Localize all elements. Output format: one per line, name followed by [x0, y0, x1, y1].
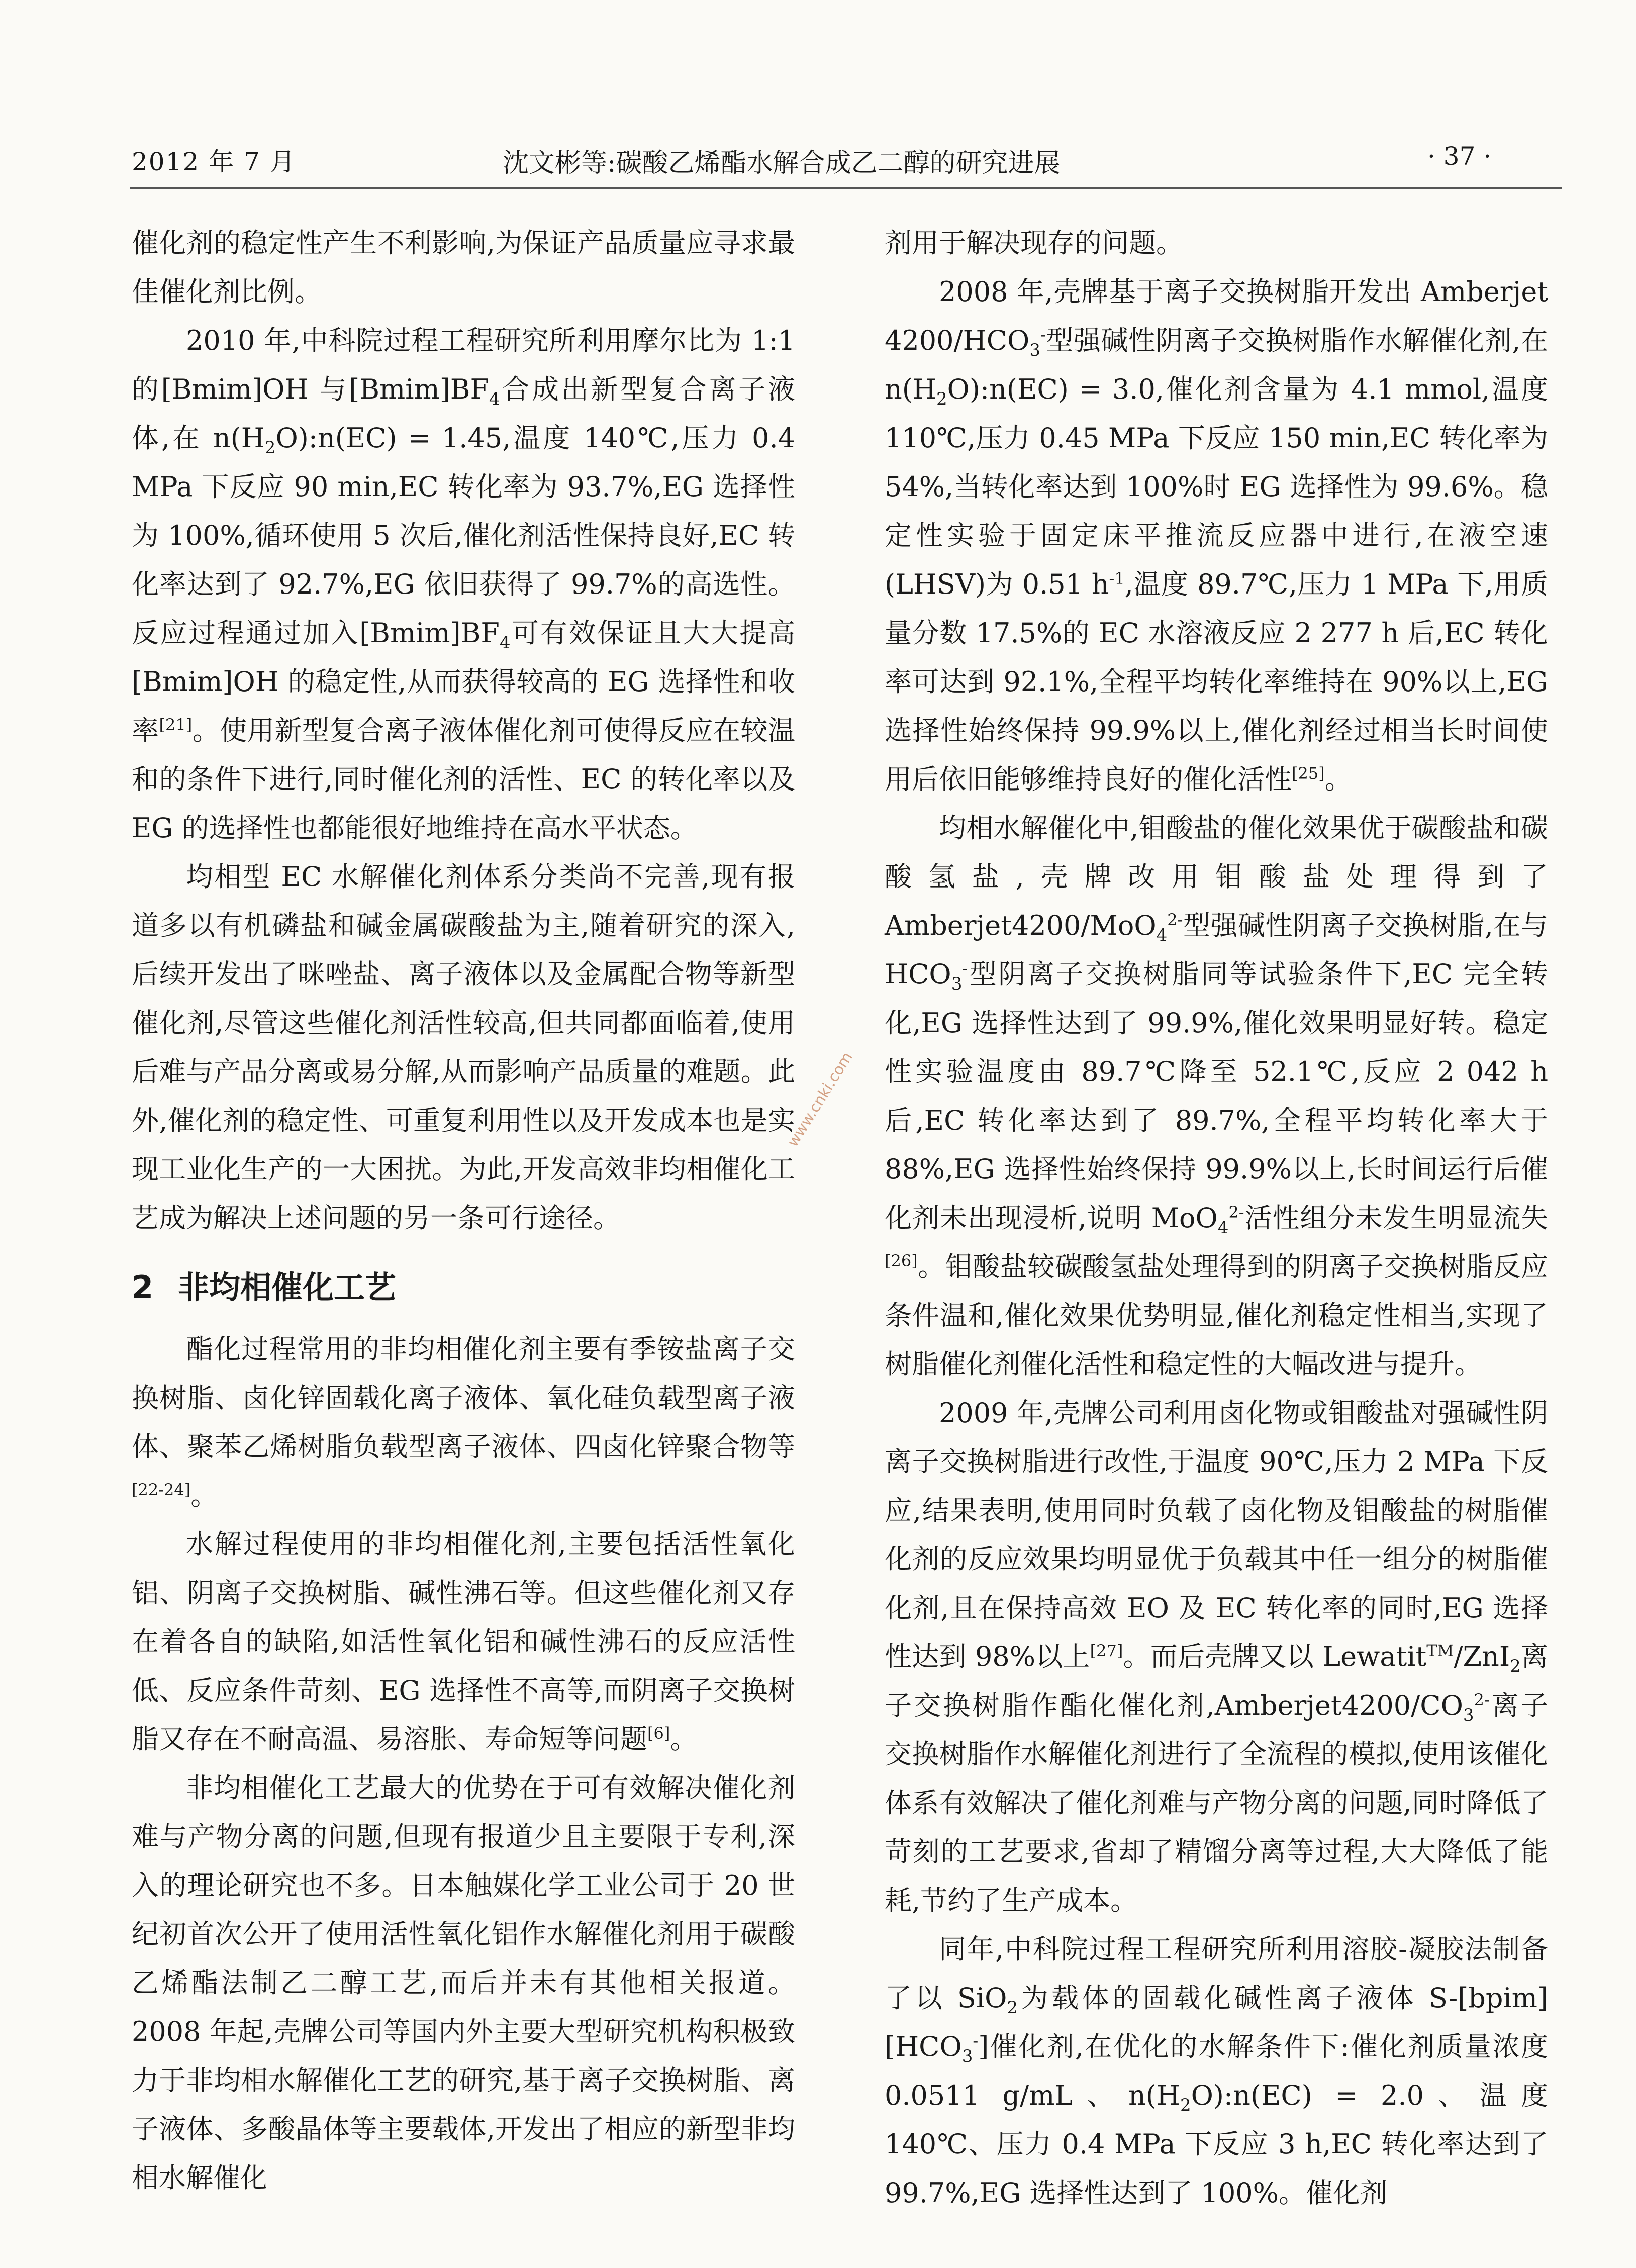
- citation: [6]: [647, 1724, 670, 1743]
- paragraph: 均相水解催化中,钼酸盐的催化效果优于碳酸盐和碳酸氢盐,壳牌改用钼酸盐处理得到了 Amberjet4200/MoO$_4^{2-}$型强碱性阴离子交换树脂,在与 $HCO_3^-$型阴离子交换树脂同等试验条件下,EC 完全转化,EG 选择性达到了 99.9%,催化效果明显好转。稳定性实验温度由 89.7℃降至 52.1℃,反应 2 042 h 后,EC 转化率达到了 89.7%,全程平均转化率大于 88%,EG 选择性始终保持 99.9%以上,长时间运行后催化剂未出现浸析,说明 MoO$_4^{2-}$活性组分未发生明显流失[26]。钼酸盐较碳酸氢盐处理得到的阴离子交换树脂反应条件温和,催化效果优势明显,催化剂稳定性相当,实现了树脂催化剂催化活性和稳定性的大幅改进与提升。: [885, 812, 1548, 1380]
- paragraph: 催化剂的稳定性产生不利影响,为保证产品质量应寻求最佳催化剂比例。: [132, 227, 795, 308]
- header-rule: [130, 187, 1562, 189]
- citation: [21]: [159, 715, 193, 734]
- right-column: [885, 219, 1548, 2217]
- paragraph: 水解过程使用的非均相催化剂,主要包括活性氧化铝、阴离子交换树脂、碱性沸石等。但这些催化剂又存在着各自的缺陷,如活性氧化铝和碱性沸石的反应活性低、反应条件苛刻、EG 选择性不高等,而阴离子交换树脂又存在不耐高温、易溶胀、寿命短等问题[6]。: [132, 1528, 795, 1755]
- paragraph: 2008 年,壳牌基于离子交换树脂开发出 Amberjet $4200/HCO_3^-$型强碱性阴离子交换树脂作水解催化剂,在 $n(H_2O):n(EC) = 3.0$,催化剂含量为 4.1 mmol,温度 110℃,压力 0.45 MPa 下反应 150 min,EC 转化率为 54%,当转化率达到 100%时 EG 选择性为 99.6%。稳定性实验于固定床平推流反应器中进行,在液空速(LHSV)为 0.51 $h^{-1}$,温度 89.7℃,压力 1 MPa 下,用质量分数 17.5%的 EC 水溶液反应 2 277 h 后,EC 转化率可达到 92.1%,全程平均转化率维持在 90%以上,EG 选择性始终保持 99.9%以上,催化剂经过相当长时间使用后依旧能够维持良好的催化活性[25]。: [885, 276, 1548, 795]
- citation: [25]: [1292, 764, 1325, 783]
- paragraph: 剂用于解决现存的问题。: [885, 227, 1183, 259]
- left-column: [132, 219, 795, 2202]
- running-header: [0, 142, 1636, 182]
- page-number: · 37 ·: [1427, 142, 1492, 171]
- citation: [22-24]: [132, 1480, 191, 1499]
- section-heading: 2 非均相催化工艺: [132, 1269, 397, 1306]
- paragraph: 非均相催化工艺最大的优势在于可有效解决催化剂难与产物分离的问题,但现有报道少且主要限于专利,深入的理论研究也不多。日本触媒化学工业公司于 20 世纪初首次公开了使用活性氧化铝作水解催化剂用于碳酸乙烯酯法制乙二醇工艺,而后并未有其他相关报道。2008 年起,壳牌公司等国内外主要大型研究机构积极致力于非均相水解催化工艺的研究,基于离子交换树脂、离子液体、多酸晶体等主要载体,开发出了相应的新型非均相水解催化: [132, 1772, 795, 2194]
- paragraph: 酯化过程常用的非均相催化剂主要有季铵盐离子交换树脂、卤化锌固载化离子液体、氧化硅负载型离子液体、聚苯乙烯树脂负载型离子液体、四卤化锌聚合物等[22-24]。: [132, 1333, 795, 1511]
- watermark: www.cnki.com: [784, 1049, 856, 1150]
- paragraph: 同年,中科院过程工程研究所利用溶胶-凝胶法制备了以 SiO$_2$为载体的固载化碱性离子液体 $S-[bpim][HCO_3^-]$催化剂,在优化的水解条件下:催化剂质量浓度 0.0511 g/mL、$n(H_2O):n(EC) = 2.0$、温度 140℃、压力 0.4 MPa 下反应 3 h,EC 转化率达到了 99.7%,EG 选择性达到了 100%。催化剂: [885, 1933, 1549, 2209]
- header-title: 沈文彬等:碳酸乙烯酯水解合成乙二醇的研究进展: [503, 148, 1061, 178]
- paragraph: 2009 年,壳牌公司利用卤化物或钼酸盐对强碱性阴离子交换树脂进行改性,于温度 90℃,压力 2 MPa 下反应,结果表明,使用同时负载了卤化物及钼酸盐的树脂催化剂的反应效果均明显优于负载其中任一组分的树脂催化剂,且在保持高效 EO 及 EC 转化率的同时,EG 选择性达到 98%以上[27]。而后壳牌又以 Lewatit™/ZnI$_2$离子交换树脂作酯化催化剂$,Amberjet4200/CO_3^{2-}$离子交换树脂作水解催化剂进行了全流程的模拟,使用该催化体系有效解决了催化剂难与产物分离的问题,同时降低了苛刻的工艺要求,省却了精馏分离等过程,大大降低了能耗,节约了生产成本。: [885, 1397, 1549, 1916]
- paragraph: 2010 年,中科院过程工程研究所利用摩尔比为 1:1的[Bmim]OH 与$[Bmim]BF_4$合成出新型复合离子液体,在 $n(H_2O):n(EC) = 1.45$,温度 140℃,压力 0.4 MPa 下反应 90 min,EC 转化率为 93.7%,EG 选择性为 100%,循环使用 5 次后,催化剂活性保持良好,EC 转化率达到了 92.7%,EG 依旧获得了 99.7%的高选性。反应过程通过加入$[Bmim]BF_4$可有效保证且大大提高[Bmim]OH 的稳定性,从而获得较高的 EG 选择性和收率[21]。使用新型复合离子液体催化剂可使得反应在较温和的条件下进行,同时催化剂的活性、EC 的转化率以及 EG 的选择性也都能很好地维持在高水平状态。: [132, 325, 796, 844]
- citation: [27]: [1090, 1641, 1123, 1660]
- header-date: 2012 年 7 月: [132, 147, 296, 176]
- citation: [26]: [885, 1251, 918, 1270]
- paragraph: 均相型 EC 水解催化剂体系分类尚不完善,现有报道多以有机磷盐和碱金属碳酸盐为主,随着研究的深入,后续开发出了咪唑盐、离子液体以及金属配合物等新型催化剂,尽管这些催化剂活性较高,但共同都面临着,使用后难与产品分离或易分解,从而影响产品质量的难题。此外,催化剂的稳定性、可重复利用性以及开发成本也是实现工业化生产的一大困扰。为此,开发高效非均相催化工艺成为解决上述问题的另一条可行途径。: [132, 861, 795, 1234]
